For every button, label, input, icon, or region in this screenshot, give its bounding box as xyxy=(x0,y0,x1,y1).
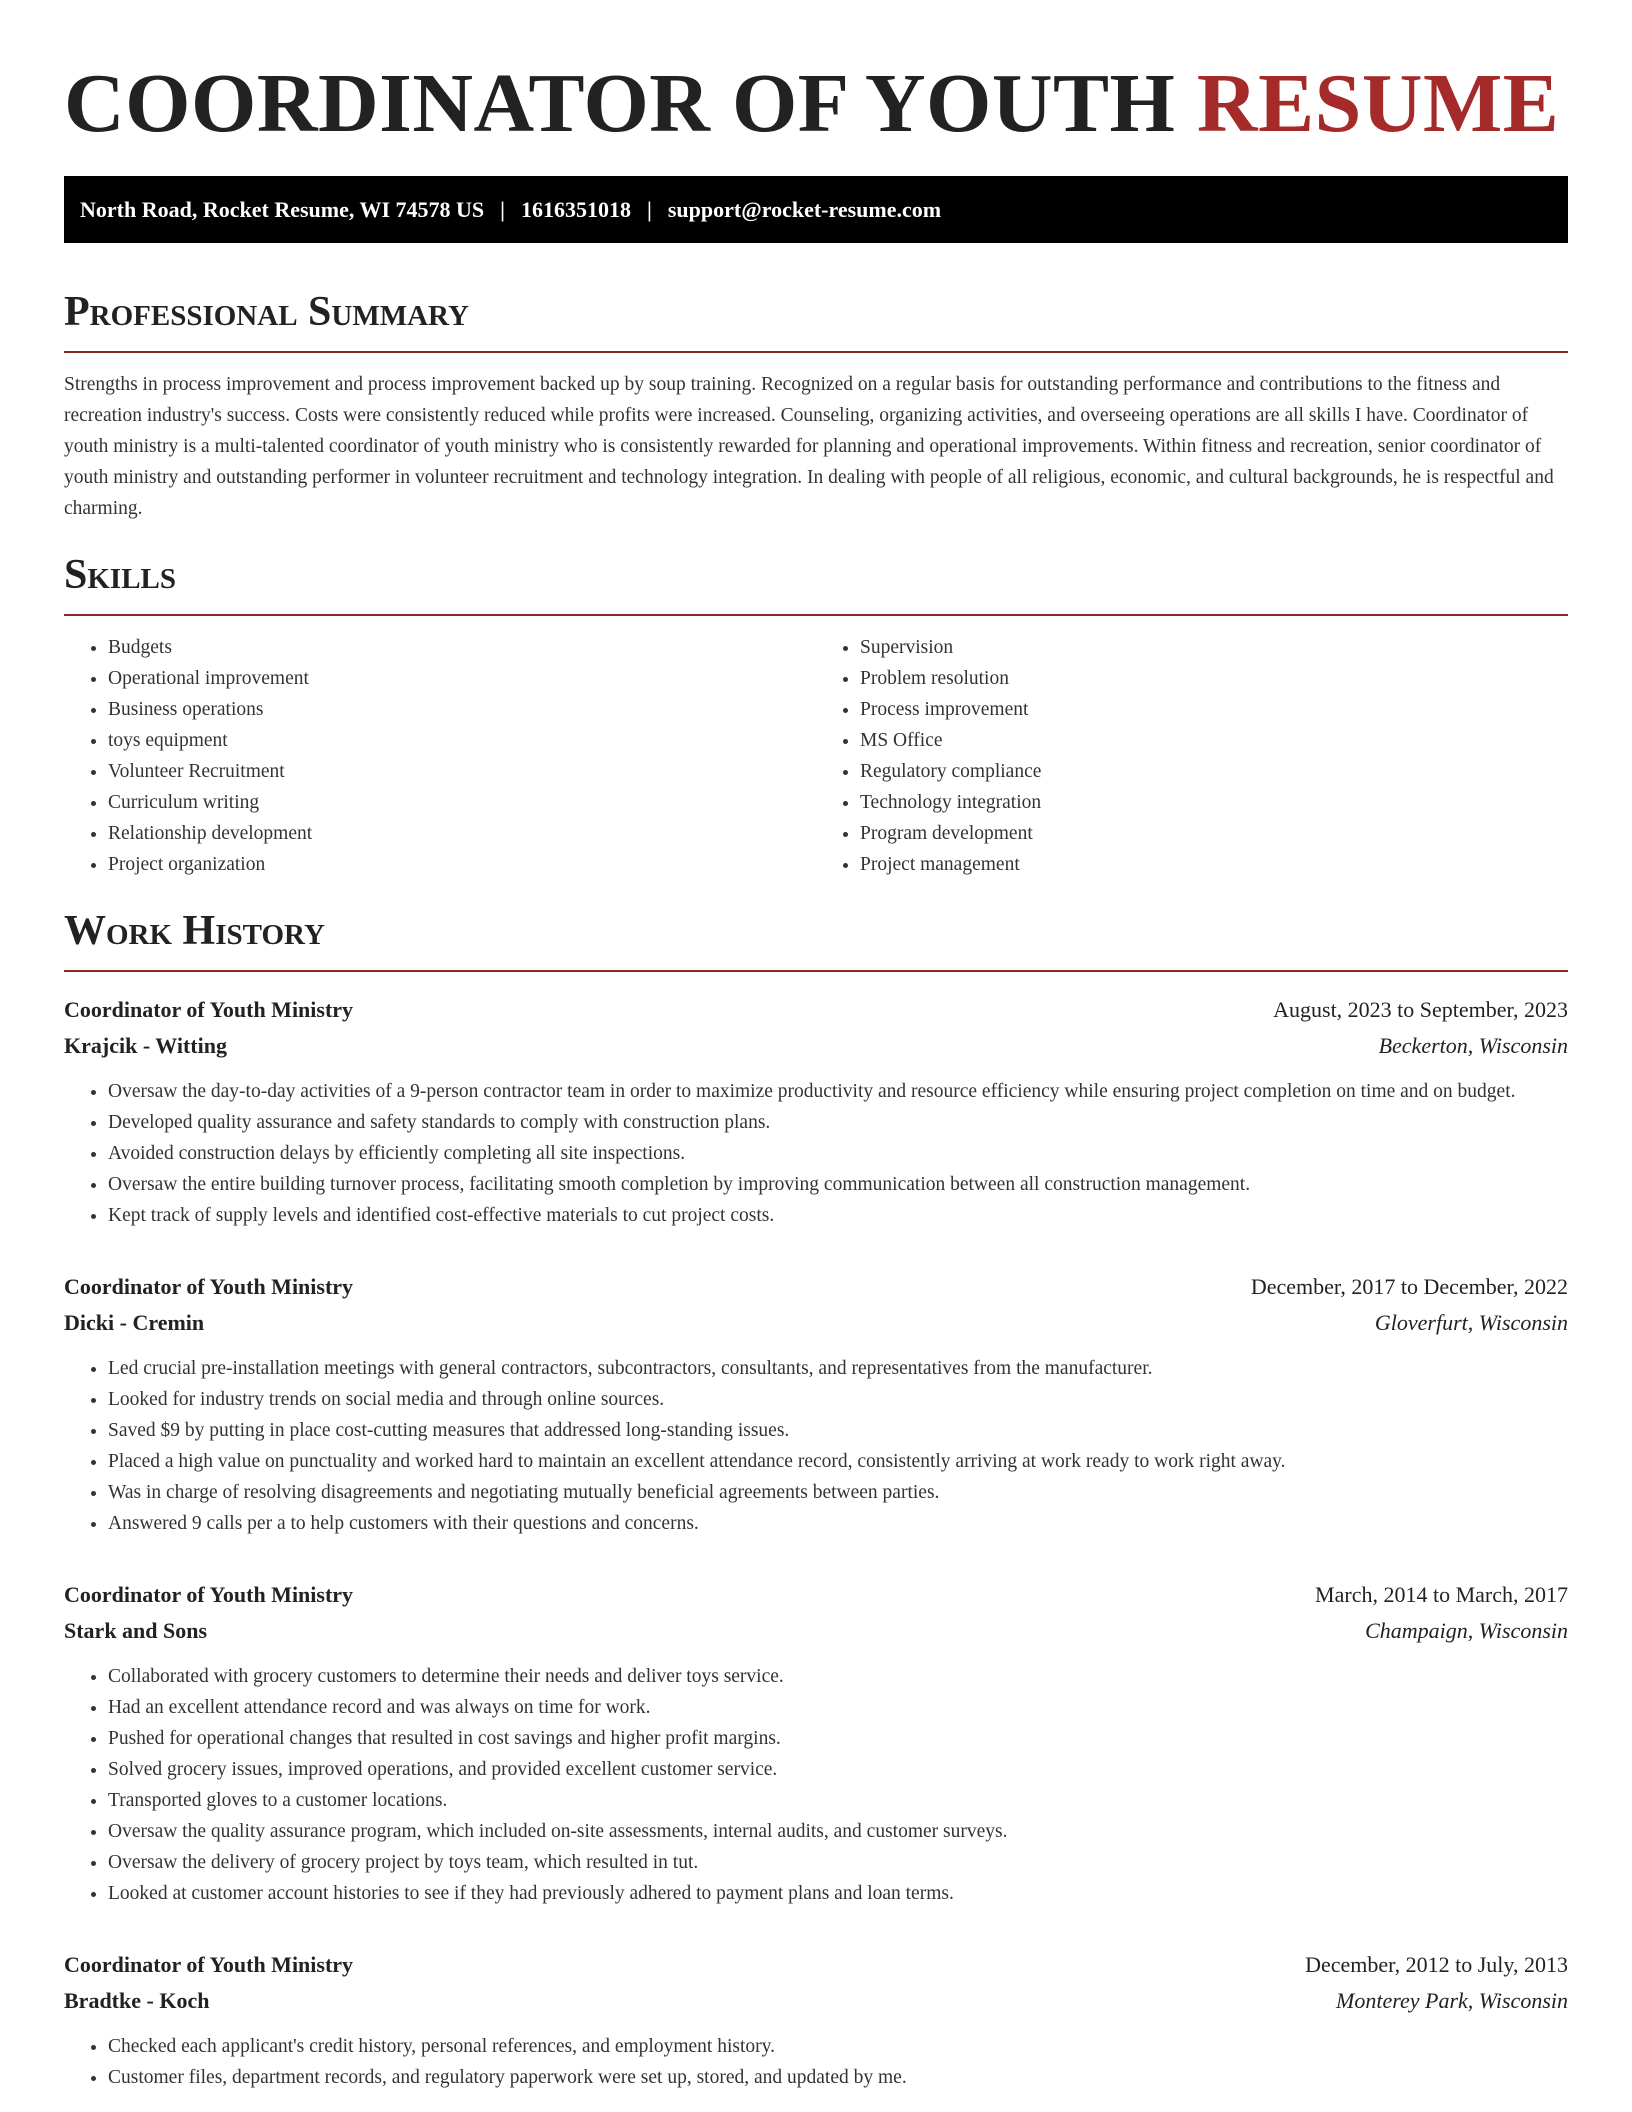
job-location: Champaign, Wisconsin xyxy=(1365,1618,1568,1643)
job-bullet: • Developed quality assurance and safety standards to comply with construction plans. xyxy=(108,1107,1568,1138)
job-entry xyxy=(64,992,1568,1231)
job-bullet: • Had an excellent attendance record and was always on time for work. xyxy=(108,1692,1568,1723)
title-accent: RESUME xyxy=(1196,57,1560,150)
skill-item: • Project organization xyxy=(108,849,816,880)
job-bullet: • Looked for industry trends on social media and through online sources. xyxy=(108,1384,1568,1415)
skill-item: • Volunteer Recruitment xyxy=(108,756,816,787)
skill-item: • Curriculum writing xyxy=(108,787,816,818)
job-dates: December, 2017 to December, 2022 xyxy=(1250,1274,1568,1299)
skill-item: • Project management xyxy=(860,849,1568,880)
skills-column-right xyxy=(816,632,1568,880)
job-dates: March, 2014 to March, 2017 xyxy=(1315,1582,1568,1607)
job-bullet: • Collaborated with grocery customers to determine their needs and deliver toys service. xyxy=(108,1661,1568,1692)
job-bullet: • Transported gloves to a customer locations. xyxy=(108,1785,1568,1816)
job-entry xyxy=(64,1269,1568,1539)
job-bullet: • Avoided construction delays by efficiently completing all site inspections. xyxy=(108,1138,1568,1169)
job-bullets xyxy=(64,2031,1568,2093)
skills-column-left xyxy=(64,632,816,880)
job-bullet: • Checked each applicant's credit history, personal references, and employment history. xyxy=(108,2031,1568,2062)
skill-item: • Relationship development xyxy=(108,818,816,849)
job-bullet: • Kept track of supply levels and identified cost-effective materials to cut project costs. xyxy=(108,1200,1568,1231)
resume-title xyxy=(64,0,1568,152)
job-company-row xyxy=(64,1305,1568,1341)
skills-heading: Skills xyxy=(64,550,1568,616)
job-company-row xyxy=(64,1028,1568,1064)
job-bullet: • Solved grocery issues, improved operations, and provided excellent customer service. xyxy=(108,1754,1568,1785)
contact-separator: | xyxy=(500,196,506,222)
job-title: Coordinator of Youth Ministry xyxy=(64,1274,354,1299)
job-company: Dicki - Cremin xyxy=(64,1310,205,1335)
job-location: Monterey Park, Wisconsin xyxy=(1336,1988,1568,2013)
job-title: Coordinator of Youth Ministry xyxy=(64,997,354,1022)
skill-item: • Budgets xyxy=(108,632,816,663)
job-bullet: • Oversaw the entire building turnover process, facilitating smooth completion by improving communication between all construction management. xyxy=(108,1169,1568,1200)
job-location: Gloverfurt, Wisconsin xyxy=(1374,1310,1568,1335)
skill-item: • Operational improvement xyxy=(108,663,816,694)
job-company-row xyxy=(64,1613,1568,1649)
job-bullets xyxy=(64,1353,1568,1539)
job-company-row xyxy=(64,1983,1568,2019)
job-title: Coordinator of Youth Ministry xyxy=(64,1582,354,1607)
job-bullets xyxy=(64,1076,1568,1231)
contact-bar xyxy=(64,176,1568,243)
job-bullet: • Oversaw the quality assurance program, which included on-site assessments, internal audits, and customer surveys. xyxy=(108,1816,1568,1847)
job-bullet: • Customer files, department records, and regulatory paperwork were set up, stored, and updated by me. xyxy=(108,2062,1568,2093)
job-header-row xyxy=(64,1577,1568,1613)
skill-item: • Problem resolution xyxy=(860,663,1568,694)
job-header-row xyxy=(64,992,1568,1028)
skill-item: • Business operations xyxy=(108,694,816,725)
job-entry xyxy=(64,1577,1568,1909)
job-company: Stark and Sons xyxy=(64,1618,208,1643)
job-bullet: • Placed a high value on punctuality and worked hard to maintain an excellent attendance record, consistently arriving at work ready to work right away. xyxy=(108,1446,1568,1477)
summary-heading: Professional Summary xyxy=(64,287,1568,353)
job-bullet: • Looked at customer account histories to see if they had previously adhered to payment plans and loan terms. xyxy=(108,1878,1568,1909)
work-history-heading: Work History xyxy=(64,906,1568,972)
contact-address: North Road, Rocket Resume, WI 74578 US xyxy=(80,196,485,222)
job-dates: December, 2012 to July, 2013 xyxy=(1305,1952,1568,1977)
job-header-row xyxy=(64,1269,1568,1305)
title-main: COORDINATOR OF YOUTH xyxy=(64,57,1176,150)
job-bullet: • Oversaw the day-to-day activities of a 9-person contractor team in order to maximize productivity and resource efficiency while ensuring project completion on time and on budget. xyxy=(108,1076,1568,1107)
job-entry xyxy=(64,1947,1568,2093)
skill-item: • toys equipment xyxy=(108,725,816,756)
job-company: Krajcik - Witting xyxy=(64,1033,227,1058)
contact-email[interactable]: support@rocket-resume.com xyxy=(667,196,942,222)
skill-item: • Program development xyxy=(860,818,1568,849)
job-bullet: • Was in charge of resolving disagreements and negotiating mutually beneficial agreements between parties. xyxy=(108,1477,1568,1508)
job-bullet: • Oversaw the delivery of grocery project by toys team, which resulted in tut. xyxy=(108,1847,1568,1878)
work-history-list xyxy=(64,992,1568,2093)
skill-item: • Supervision xyxy=(860,632,1568,663)
job-bullet: • Pushed for operational changes that resulted in cost savings and higher profit margins. xyxy=(108,1723,1568,1754)
job-location: Beckerton, Wisconsin xyxy=(1378,1033,1568,1058)
skill-item: • MS Office xyxy=(860,725,1568,756)
job-bullet: • Saved $9 by putting in place cost-cutting measures that addressed long-standing issues. xyxy=(108,1415,1568,1446)
skills-list xyxy=(64,632,1568,880)
contact-phone: 1616351018 xyxy=(521,196,632,222)
job-title: Coordinator of Youth Ministry xyxy=(64,1952,354,1977)
skill-item: • Technology integration xyxy=(860,787,1568,818)
summary-text: Strengths in process improvement and process improvement backed up by soup training. Recognized on a regular basis for outstanding performance and contributions to the fitness and recreation industry's success. Costs were consistently reduced while profits were increased. Counseling, organizing activities, and overseeing operations are all skills I have. Coordinator of youth ministry is a multi-talented coordinator of youth ministry who is consistently rewarded for planning and operational improvements. Within fitness and recreation, senior coordinator of youth ministry and outstanding performer in volunteer recruitment and technology integration. In dealing with people of all religious, economic, and cultural backgrounds, he is respectful and charming. xyxy=(64,374,1554,519)
contact-separator: | xyxy=(647,196,652,222)
job-dates: August, 2023 to September, 2023 xyxy=(1273,997,1568,1022)
job-bullet: • Led crucial pre-installation meetings with general contractors, subcontractors, consultants, and representatives from the manufacturer. xyxy=(108,1353,1568,1384)
skill-item: • Process improvement xyxy=(860,694,1568,725)
job-bullets xyxy=(64,1661,1568,1909)
skill-item: • Regulatory compliance xyxy=(860,756,1568,787)
job-header-row xyxy=(64,1947,1568,1983)
job-bullet: • Answered 9 calls per a to help customers with their questions and concerns. xyxy=(108,1508,1568,1539)
job-company: Bradtke - Koch xyxy=(64,1988,210,2013)
